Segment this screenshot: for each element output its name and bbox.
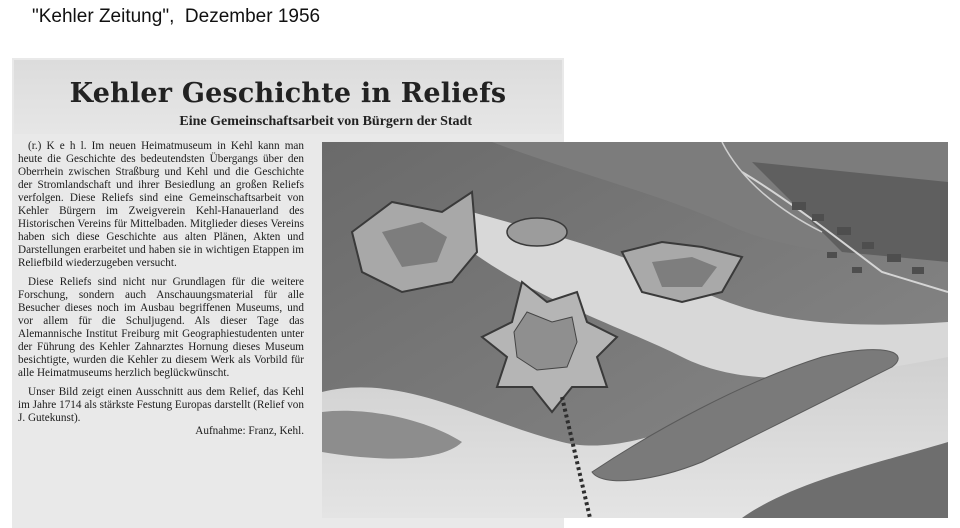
article-subheadline: Eine Gemeinschaftsarbeit von Bürgern der Stadt — [179, 114, 472, 129]
article-paragraph-2: Diese Reliefs sind nicht nur Grundlagen für die weitere Forschung, sondern auch Anschauungsmaterial für alle Besucher dieses noch im Ausbau begriffenen Museums, und vor allem für die Schuljugend. Als dieser Tage das Alemannische Institut Freiburg mit Geographiestudenten unter der Führung des Kehler Zahnarztes Hornung dieses Museum besichtigte, wurden die Kehler zu diesem Werk als Vorbild für alle Heimatmuseums herzlich beglückwünscht. — [18, 276, 304, 379]
article-headline: Kehler Geschichte in Reliefs — [69, 78, 507, 109]
relief-photo — [322, 142, 948, 518]
article-paragraph-3 — [18, 386, 304, 438]
fortress-relief-image — [322, 142, 948, 518]
photo-caption-text: Unser Bild zeigt einen Ausschnitt aus dem Relief, das Kehl im Jahre 1714 als stärkste Festung Europas darstellt (Relief von J. Gutekunst). — [18, 386, 304, 424]
headline-box — [14, 60, 562, 134]
photo-credit: Aufnahme: Franz, Kehl. — [195, 425, 304, 437]
article-body — [18, 140, 304, 520]
article-paragraph-1: (r.) K e h l. Im neuen Heimatmuseum in Kehl kann man heute die Geschichte des bedeutendsten Übergangs über den Oberrhein zwischen Straßburg und Kehl und die Geschichte der Stromlandschaft und ihrer Besiedlung an großen Reliefs verfolgen. Diese Reliefs sind eine Gemeinschaftsarbeit von Kehler Bürgern im Zweigverein Kehl-Hanauerland des Historischen Vereins für Mittelbaden. Mitglieder dieses Vereins haben sich diese Geschichte aus alten Plänen, Akten und Darstellungen erarbeitet und haben sie in wichtigen Etappen im Reliefbild wiederzugeben versucht. — [18, 140, 304, 269]
newspaper-source-caption: "Kehler Zeitung", Dezember 1956 — [32, 6, 321, 27]
